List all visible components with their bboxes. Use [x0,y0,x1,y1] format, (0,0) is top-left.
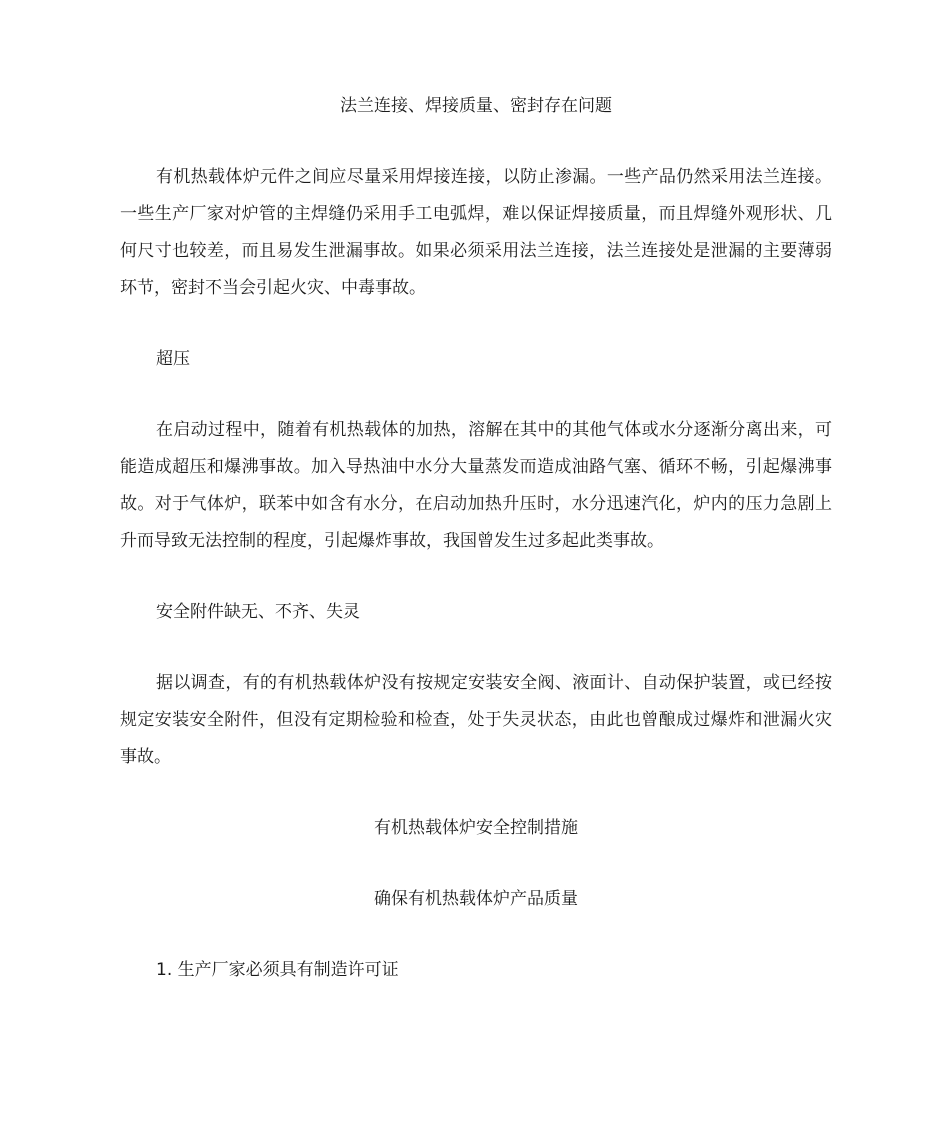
paragraph-overpressure: 在启动过程中，随着有机热载体的加热，溶解在其中的其他气体或水分逐渐分离出来，可能造成超压和爆沸事故。加入导热油中水分大量蒸发而造成油路气塞、循环不畅，引起爆沸事故。对于气体炉，联苯中如含有水分，在启动加热升压时，水分迅速汽化，炉内的压力急剧上升而导致无法控制的程度，引起爆炸事故，我国曾发生过多起此类事故。 [120,420,832,551]
paragraph-flange: 有机热载体炉元件之间应尽量采用焊接连接，以防止渗漏。一些产品仍然采用法兰连接。一些生产厂家对炉管的主焊缝仍采用手工电弧焊，难以保证焊接质量，而且焊缝外观形状、几何尺寸也较差，而且易发生泄漏事故。如果必须采用法兰连接，法兰连接处是泄漏的主要薄弱环节，密封不当会引起火灾、中毒事故。 [120,167,832,298]
heading-overpressure: 超压 [156,349,190,369]
section-title-control-measures: 有机热载体炉安全控制措施 [374,818,578,838]
list-item-1: 1. 生产厂家必须具有制造许可证 [156,960,399,980]
paragraph-safety-accessories: 据以调查，有的有机热载体炉没有按规定安装安全阀、液面计、自动保护装置，或已经按规定安装安全附件，但没有定期检验和检查，处于失灵状态，由此也曾酿成过爆炸和泄漏火灾事故。 [120,673,832,767]
heading-safety-accessories: 安全附件缺无、不齐、失灵 [156,602,360,622]
section-title-product-quality: 确保有机热载体炉产品质量 [374,889,578,909]
section-title-flange: 法兰连接、焊接质量、密封存在问题 [340,96,612,116]
document-page [120,88,832,989]
